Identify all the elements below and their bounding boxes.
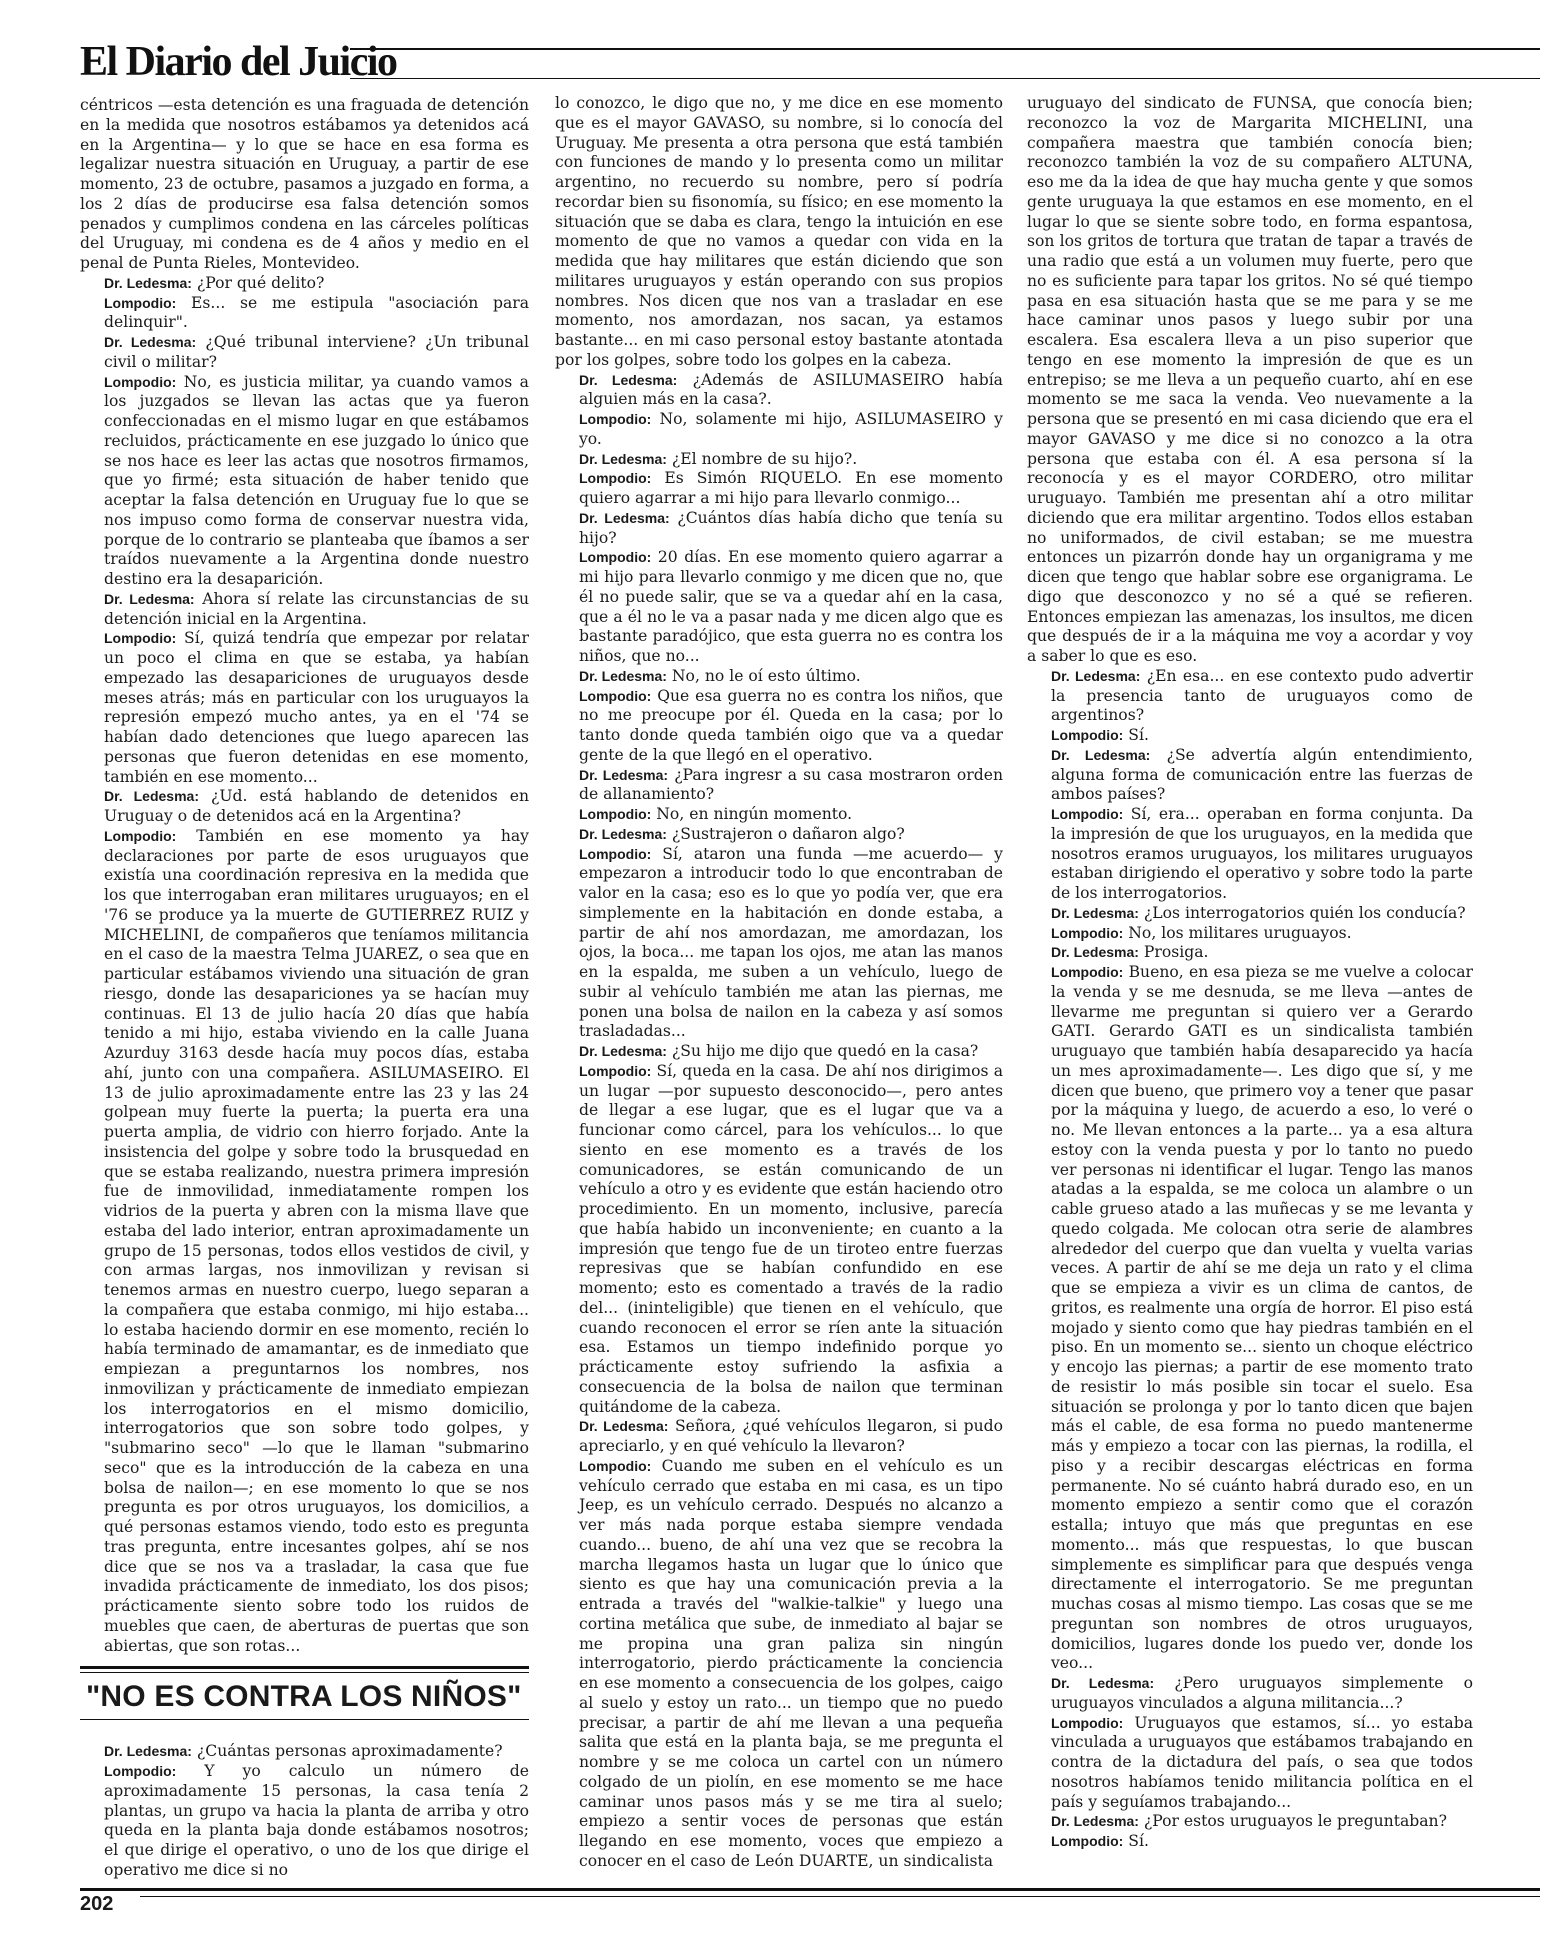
paragraph-text: Sí. [1128, 726, 1149, 744]
paragraph-text: Es Simón RIQUELO. En ese momento quiero agarrar a mi hijo para llevarlo conmigo... [579, 469, 1003, 507]
paragraph-text: ¿Los interrogatorios quién los conducía? [1143, 903, 1466, 922]
paragraph-text: 20 días. En ese momento quiero agarrar a mi hijo para llevarlo conmigo y me dicen que no, que él no puede salir, que se va a quedar ahí en la casa, que a él no le va a pasar nada y me dicen algo que es bastante paradójico, que esta guerra no es contra los niños, que no... [579, 548, 1003, 665]
paragraph [1027, 726, 1473, 746]
paragraph [555, 687, 1003, 766]
speaker-label: Lompodio: [579, 845, 652, 862]
paragraph-text: ¿Cuántas personas aproximadamente? [196, 1742, 503, 1761]
paragraph-text: ¿Además de ASILUMASEIRO había alguien más en la casa?. [579, 370, 1003, 409]
paragraph-text: También en ese momento ya hay declaraciones por parte de esos uruguayos que existía una coordinación represiva en la medida que los que interrogaban eran militares uruguayos; en el '76 se produce ya la muerte de GUTIERREZ RUIZ y MICHELINI, de compañeros que teníamos militancia en el caso de la maestra Telma JUAREZ, o sea que en particular estábamos viviendo una situación de gran riesgo, donde las desapariciones ya se hacían muy continuas. El 13 de julio hacía 20 días que había tenido a mi hijo, estaba viviendo en la calle Juana Azurduy 3163 desde hacía muy pocos días, estaba ahí, junto con una compañera. ASILUMASEIRO. El 13 de julio aproximadamente entre las 23 y las 24 golpean muy fuerte la puerta; la puerta era una puerta amplia, de vidrio con hierro forjado. Ante la insistencia del golpe y sobre todo la brusquedad en que se estaba realizando, nuestra primera impresión fue de inmovilidad, inmediatamente rompen los vidrios de la puerta y abren con la misma llave que estaba del lado interior, entran aproximadamente un grupo de 15 personas, todos ellos vestidos de civil, y con armas largas, nos inmovilizan y revisan si tenemos armas en nuestro cuerpo, luego separan a la compañera que estaba conmigo, mi hijo estaba... lo estaba haciendo dormir en ese momento, recién lo había terminado de amamantar, es de inmediato que empiezan a preguntarnos los nombres, nos inmovilizan y prácticamente de inmediato empiezan los interrogatorios en el mismo domicilio, interrogatorios que son sobre todo golpes, y "submarino seco" —lo que le llaman "submarino seco" que es la introducción de la cabeza en una bolsa de nailon—; en ese momento lo que se nos pregunta es por otros uruguayos, los domicilios, a qué personas estamos viendo, todo esto es pregunta tras pregunta, entre incesantes golpes, ahí se nos dice que se nos va a trasladar, la casa que fue invadida prácticamente de inmediato, los dos pisos; prácticamente siento sobre todo los ruidos de muebles que caen, de aberturas de puertas que son abiertas, que son rotas... [104, 826, 529, 1655]
paragraph-text: ¿El nombre de su hijo?. [671, 449, 858, 468]
paragraph-text: Que esa guerra no es contra los niños, que no me preocupe por él. Queda en la casa; por lo tanto donde queda también oigo que va a quedar gente de la que llegó en el operativo. [579, 686, 1004, 764]
paragraph-text: ¿En esa... en ese contexto pudo advertir la presencia tanto de uruguayos como de argentinos? [1051, 666, 1473, 725]
paragraph-text: ¿Por qué delito? [196, 273, 325, 292]
speaker-label: Lompodio: [1051, 1833, 1124, 1849]
column-2 [555, 94, 1003, 1872]
paragraph-text: ¿Sustrajeron o dañaron algo? [671, 824, 905, 843]
speaker-label: Dr. Ledesma: [579, 1418, 669, 1435]
speaker-label: Lompodio: [579, 687, 652, 704]
subheading-rule-thin [80, 1672, 529, 1673]
subheading-rule [80, 1666, 529, 1669]
speaker-label: Dr. Ledesma: [1051, 1675, 1155, 1691]
paragraph-text: Prosiga. [1143, 943, 1209, 962]
paragraph [555, 469, 1003, 509]
paragraph-text: ¿Pero uruguayos simplemente o uruguayos vinculados a alguna militancia...? [1051, 1674, 1473, 1712]
speaker-label: Lompodio: [1051, 806, 1124, 822]
paragraph [1027, 1674, 1473, 1714]
page-number: 202 [80, 1893, 114, 1915]
paragraph [80, 1762, 529, 1881]
paragraph [555, 450, 1003, 470]
column-1-text-continued [80, 1742, 529, 1880]
paragraph [80, 787, 529, 827]
column-3-text [1027, 94, 1473, 1852]
masthead: El Diario del Juicio [80, 39, 397, 85]
speaker-label: Dr. Ledesma: [579, 825, 667, 842]
paragraph [555, 509, 1003, 549]
speaker-label: Dr. Ledesma: [104, 788, 199, 805]
paragraph-text: Bueno, en esa pieza se me vuelve a colocar la venda y se me desnuda, se me lleva —antes de llevarme me preguntan si quiero ver a Gerardo GATI. Gerardo GATI es un sindicalista también uruguayo que también había desaparecido ya hacía un mes aproximadamente—. Les digo que sí, y me dicen que bueno, que primero voy a tener que pasar por la máquina y luego, de acuerdo a eso, lo veré o no. Me llevan entonces a la parte... ya a esa altura estoy con la venda puesta y por lo tanto no puedo ver personas ni identificar el lugar. Tengo las manos atadas a la espalda, se me coloca un alambre o un cable grueso atado a las muñecas y se me levanta y quedo colgada. Me colocan otra serie de alambres alrededor del cuerpo que dan vuelta y vuelta varias veces. A partir de ahí se me deja un rato y el clima que se empieza a vivir es un clima de cantos, de gritos, es realmente una orgía de horror. El piso está mojado y siento como que hay piedras también en el piso. En un momento se... siento un choque eléctrico y encojo las piernas; a partir de ese momento trato de resistir lo más posible sin tocar el suelo. Esa situación se prolonga y por lo tanto dicen que bajen más el cable, de esa forma no puedo mantenerme más y empiezo a tocar con las piernas, la rodilla, el piso y a recibir descargas eléctricas en forma permanente. No sé cuánto habrá durado eso, en un momento empiezo a sentir como que el corazón estalla; intuyo que más que preguntas en ese momento... más que respuestas, lo que buscan simplemente es simplificar para que después venga directamente el interrogatorio. Se me preguntan muchas cosas al mismo tiempo. Las cosas que se me preguntan son nombres de otros uruguayos, domicilios, lugares donde los puedo ver, donde los veo... [1051, 963, 1473, 1673]
paragraph-text: Y yo calculo un número de aproximadamente 15 personas, la casa tenía 2 plantas, un grupo va hacia la planta de arriba y otro queda en la planta baja donde estábamos nosotros; el que dirige el operativo, o uno de los que dirige el operativo me dice si no [104, 1762, 529, 1879]
paragraph-text: lo conozco, le digo que no, y me dice en ese momento que es el mayor GAVASO, su nombre, si lo conocía del Uruguay. Me presenta a otra persona que está también con funciones de mando y lo presenta como un militar argentino, no recuerdo su nombre, pero sí podría recordar bien su fisonomía, su físico; en ese momento la situación que se daba es clara, tengo la intuición en ese momento de que no vamos a quedar con vida en la medida que hay militares que están diciendo que son militares uruguayos y están operando con sus propios nombres. Nos dicen que nos van a trasladar en ese momento, nos amordazan, nos sacan, ya estamos bastante... en mi caso personal estoy bastante atontada por los golpes, sobre todo los golpes en la cabeza. [555, 94, 1003, 369]
speaker-label: Dr. Ledesma: [104, 1743, 192, 1760]
paragraph-text: ¿Su hijo me dijo que quedó en la casa? [671, 1042, 979, 1060]
paragraph [555, 805, 1003, 825]
paragraph [80, 590, 529, 630]
paragraph-text: Es... se me estipula "asociación para delinquir". [104, 293, 530, 332]
paragraph-text: No, solamente mi hijo, ASILUMASEIRO y yo. [579, 410, 1003, 448]
paragraph [1027, 667, 1473, 726]
paragraph-text: Sí, era... operaban en forma conjunta. Da la impresión de que los uruguayos, en la medida que nosotros eramos uruguayos, los militares uruguayos estaban dirigiendo el operativo y sobre todo la parte de los interrogatorios. [1051, 805, 1473, 902]
paragraph [80, 96, 529, 274]
paragraph-text: No, es justicia militar, ya cuando vamos a los juzgados se llevan las actas que ya fueron confeccionadas en el mismo lugar en que estábamos recluidos, prácticamente en ese juzgado lo único que se nos hace es leer las actas que nosotros firmamos, que yo firmé; esta situación de haber tenido que aceptar la falsa detención en Uruguay fue lo que se nos impuso como forma de conservar nuestra vida, porque de lo contrario se planteaba que íbamos a ser traídos nuevamente a la Argentina donde nuestro destino era la desaparición. [104, 372, 529, 588]
paragraph [555, 548, 1003, 667]
paragraph-text: Sí, queda en la casa. De ahí nos dirigimos a un lugar —por supuesto desconocido—, pero antes de llegar a ese lugar, que es el lugar que va a funcionar como cárcel, para los vehículos... lo que siento en ese momento es a través de los comunicadores, se están comunicando de un vehículo a otro y es evidente que están haciendo otro procedimiento. En un momento, inclusive, parecía que había habido un inconveniente; en cuanto a la impresión que tengo fue de un tiroteo entre fuerzas represivas que se habían confundido en ese momento; esto es comentado a través de la radio del... (ininteligible) que tienen en el vehículo, que cuando reconocen el error se ríen ante la situación esa. Estamos un tiempo indefinido porque yo prácticamente estoy sufriendo la asfixia a consecuencia de la bolsa de nailon que terminan quitándome de la cabeza. [579, 1061, 1003, 1416]
paragraph [555, 1062, 1003, 1418]
speaker-label: Dr. Ledesma: [579, 371, 678, 388]
paragraph [555, 667, 1003, 687]
speaker-label: Lompodio: [1051, 1714, 1124, 1731]
paragraph-text: Cuando me suben en el vehículo es un vehículo cerrado que estaba en mi casa, es un tipo Jeep, es un vehículo cerrado. Después no alcanzo a ver más nada porque estaba siempre vendada cuando... bueno, de ahí una vez que se recobra la marcha llegamos hasta un lugar que lo único que siento es que hay una comunicación previa a la entrada a través del "walkie-talkie" y luego una cortina metálica que sube, de inmediato al bajar se me propina una gran paliza sin ningún interrogatorio, pierdo prácticamente la conciencia en ese momento a consecuencia de los golpes, caigo al suelo y estoy un rato... un tiempo que no puedo precisar, a partir de ahí me llevan a una pequeña salita que está en la planta baja, se me pregunta el nombre y se me coloca un cartel con un número colgado de un piolín, en ese momento se me hace caminar unos pasos más y se me tira al suelo; empiezo a sentir voces de personas que están llegando en ese momento, voces que empiezo a conocer en el caso de León DUARTE, un sindicalista [579, 1456, 1003, 1870]
speaker-label: Dr. Ledesma: [104, 334, 197, 350]
paragraph [555, 1042, 1003, 1062]
subheading: "NO ES CONTRA LOS NIÑOS" [86, 1680, 522, 1714]
paragraph-text: Ahora sí relate las circunstancias de su detención inicial en la Argentina. [104, 589, 529, 628]
paragraph [1027, 94, 1473, 667]
paragraph [1027, 1714, 1473, 1813]
paragraph [555, 766, 1003, 806]
paragraph [555, 1417, 1003, 1457]
speaker-label: Lompodio: [104, 1763, 177, 1779]
column-1 [80, 96, 529, 1881]
paragraph [555, 410, 1003, 450]
paragraph [80, 373, 529, 590]
subheading-rule-bottom [80, 1719, 529, 1720]
paragraph [1027, 1812, 1473, 1832]
paragraph-text: Uruguayos que estamos, sí... yo estaba vinculada a uruguayos que estábamos trabajando en contra de la dictadura del país, o sea que todos nosotros habíamos tenido militancia política en el país y seguíamos trabajando... [1051, 1713, 1473, 1811]
paragraph [1027, 805, 1473, 904]
paragraph [555, 94, 1003, 371]
paragraph [1027, 1832, 1473, 1852]
paragraph [555, 845, 1003, 1043]
paragraph-text: ¿Qué tribunal interviene? ¿Un tribunal civil o militar? [104, 333, 529, 371]
paragraph [1027, 943, 1473, 963]
paragraph-text: No, no le oí esto último. [671, 666, 861, 685]
paragraph-text: ¿Cuántos días había dicho que tenía su hijo? [579, 508, 1003, 547]
speaker-label: Dr. Ledesma: [579, 1043, 667, 1059]
speaker-label: Lompodio: [104, 294, 177, 311]
paragraph [1027, 924, 1473, 944]
paragraph-text: Sí, quizá tendría que empezar por relatar un poco el clima en que se estaba, ya habían empezado las desapariciones de uruguayos desde meses atrás; más en particular con los uruguayos la represión empezó mucho antes, ya en el '74 se habían dado detenciones que luego aparecen las personas que fueron detenidas en ese momento, también en ese momento... [104, 629, 529, 786]
footer-rule [80, 1888, 1540, 1891]
speaker-label: Dr. Ledesma: [1051, 667, 1141, 684]
column-3 [1027, 94, 1473, 1852]
speaker-label: Lompodio: [579, 411, 652, 427]
speaker-label: Lompodio: [579, 1457, 652, 1474]
column-2-text [555, 94, 1003, 1872]
speaker-label: Dr. Ledesma: [1051, 944, 1139, 961]
paragraph-text: Señora, ¿qué vehículos llegaron, si pudo apreciarlo, y en qué vehículo la llevaron? [579, 1417, 1003, 1455]
paragraph-text: ¿Se advertía algún entendimiento, alguna forma de comunicación entre las fuerzas de ambos países? [1051, 745, 1473, 804]
speaker-label: Dr. Ledesma: [579, 667, 667, 684]
speaker-label: Dr. Ledesma: [104, 590, 195, 607]
speaker-label: Dr. Ledesma: [579, 766, 669, 783]
footer-rule-thin [140, 1896, 1540, 1897]
speaker-label: Lompodio: [104, 827, 177, 844]
paragraph [80, 629, 529, 787]
paragraph [80, 294, 529, 334]
header-rule [350, 48, 1540, 50]
paragraph-text: ¿Para ingresr a su casa mostraron orden de allanamiento? [579, 765, 1003, 804]
speaker-label: Lompodio: [1051, 964, 1124, 980]
page-header [80, 30, 1540, 90]
speaker-label: Dr. Ledesma: [1051, 1813, 1139, 1830]
paragraph-text: uruguayo del sindicato de FUNSA, que conocía bien; reconozco la voz de Margarita MICHELINI, una compañera maestra que también conocía bien; reconozco también la voz de su compañero ALTUNA, eso me da la idea de que hay mucha gente y que somos gente uruguaya la que estamos en ese momento, en el lugar lo que se siente sobre todo, en forma espantosa, son los gritos de tortura que tratan de tapar a través de una radio que está a un volumen muy fuerte, pero que no es suficiente para tapar los gritos. No sé qué tiempo pasa en esa situación hasta que se me para y se me hace caminar unos pasos y luego subir por una escalera. Esa escalera lleva a un piso superior que tengo en ese momento la impresión de que es un entrepiso; se me lleva a un pequeño cuarto, ahí en ese momento se me saca la venda. Veo nuevamente a la persona que se presentó en mi casa diciendo que era el mayor GAVASO y me dice si no conozco a la otra persona que estaba con él. A esa persona sí la reconocía y es el mayor CORDERO, otro militar uruguayo. También me presentan ahí a otro militar diciendo que era militar argentino. Todos ellos estaban no uniformados, de civil estaban; se me muestra entonces un pizarrón donde hay un organigrama y me dicen que tengo que hablar sobre ese organigrama. Le digo que desconozco y no sé a qué se refieren. Entonces empiezan las amenazas, los insultos, me dicen que después de ir a la máquina me voy a acordar y voy a saber lo que es eso. [1027, 94, 1473, 665]
speaker-label: Dr. Ledesma: [579, 509, 670, 526]
speaker-label: Lompodio: [579, 1062, 652, 1079]
paragraph [80, 333, 529, 373]
speaker-label: Lompodio: [579, 549, 652, 566]
speaker-label: Lompodio: [104, 373, 177, 390]
speaker-label: Lompodio: [1051, 924, 1124, 941]
paragraph [80, 827, 529, 1657]
paragraph-text: ¿Por estos uruguayos le preguntaban? [1143, 1812, 1447, 1831]
paragraph-text: Sí. [1128, 1832, 1149, 1850]
speaker-label: Lompodio: [579, 470, 652, 487]
speaker-label: Lompodio: [579, 806, 652, 822]
paragraph-text: No, en ningún momento. [656, 805, 853, 823]
paragraph [555, 825, 1003, 845]
paragraph [1027, 904, 1473, 924]
paragraph [555, 371, 1003, 411]
paragraph-text: Sí, ataron una funda —me acuerdo— y empezaron a introducir todo lo que encontraban de valor en la casa; eso es lo que yo podía ver, que era simplemente en la habitación en donde estaba, a partir de ahí nos amordazan, me amordazan, los ojos, la boca... me tapan los ojos, me atan las manos en la espalda, me suben a un vehículo, luego de subir al vehículo también me atan las piernas, me ponen una bolsa de nailon en la cabeza y así somos trasladadas... [579, 844, 1003, 1041]
speaker-label: Dr. Ledesma: [1051, 904, 1139, 921]
paragraph [1027, 963, 1473, 1674]
header-rule-thin [350, 78, 1540, 79]
speaker-label: Dr. Ledesma: [579, 450, 667, 467]
speaker-label: Dr. Ledesma: [104, 274, 192, 291]
paragraph [1027, 746, 1473, 805]
speaker-label: Dr. Ledesma: [1051, 746, 1151, 763]
speaker-label: Lompodio: [1051, 727, 1124, 743]
column-1-text [80, 96, 529, 1656]
speaker-label: Lompodio: [104, 630, 177, 647]
paragraph-text: ¿Ud. está hablando de detenidos en Uruguay o de detenidos acá en la Argentina? [104, 787, 529, 825]
paragraph [80, 274, 529, 294]
paragraph-text: céntricos —esta detención es una fraguada de detención en la medida que nosotros estábamos ya detenidos acá en la Argentina— y lo que se hace en esa forma es legalizar nuestra situación en Uruguay, a partir de ese momento, 23 de octubre, pasamos a juzgado en forma, a los 2 días de producirse esa falsa detención somos penados y cumplimos condena en las cárceles políticas del Uruguay, mi condena es de 4 años y medio en el penal de Punta Rieles, Montevideo. [80, 96, 529, 272]
paragraph [555, 1457, 1003, 1872]
paragraph [80, 1742, 529, 1762]
paragraph-text: No, los militares uruguayos. [1128, 923, 1352, 942]
